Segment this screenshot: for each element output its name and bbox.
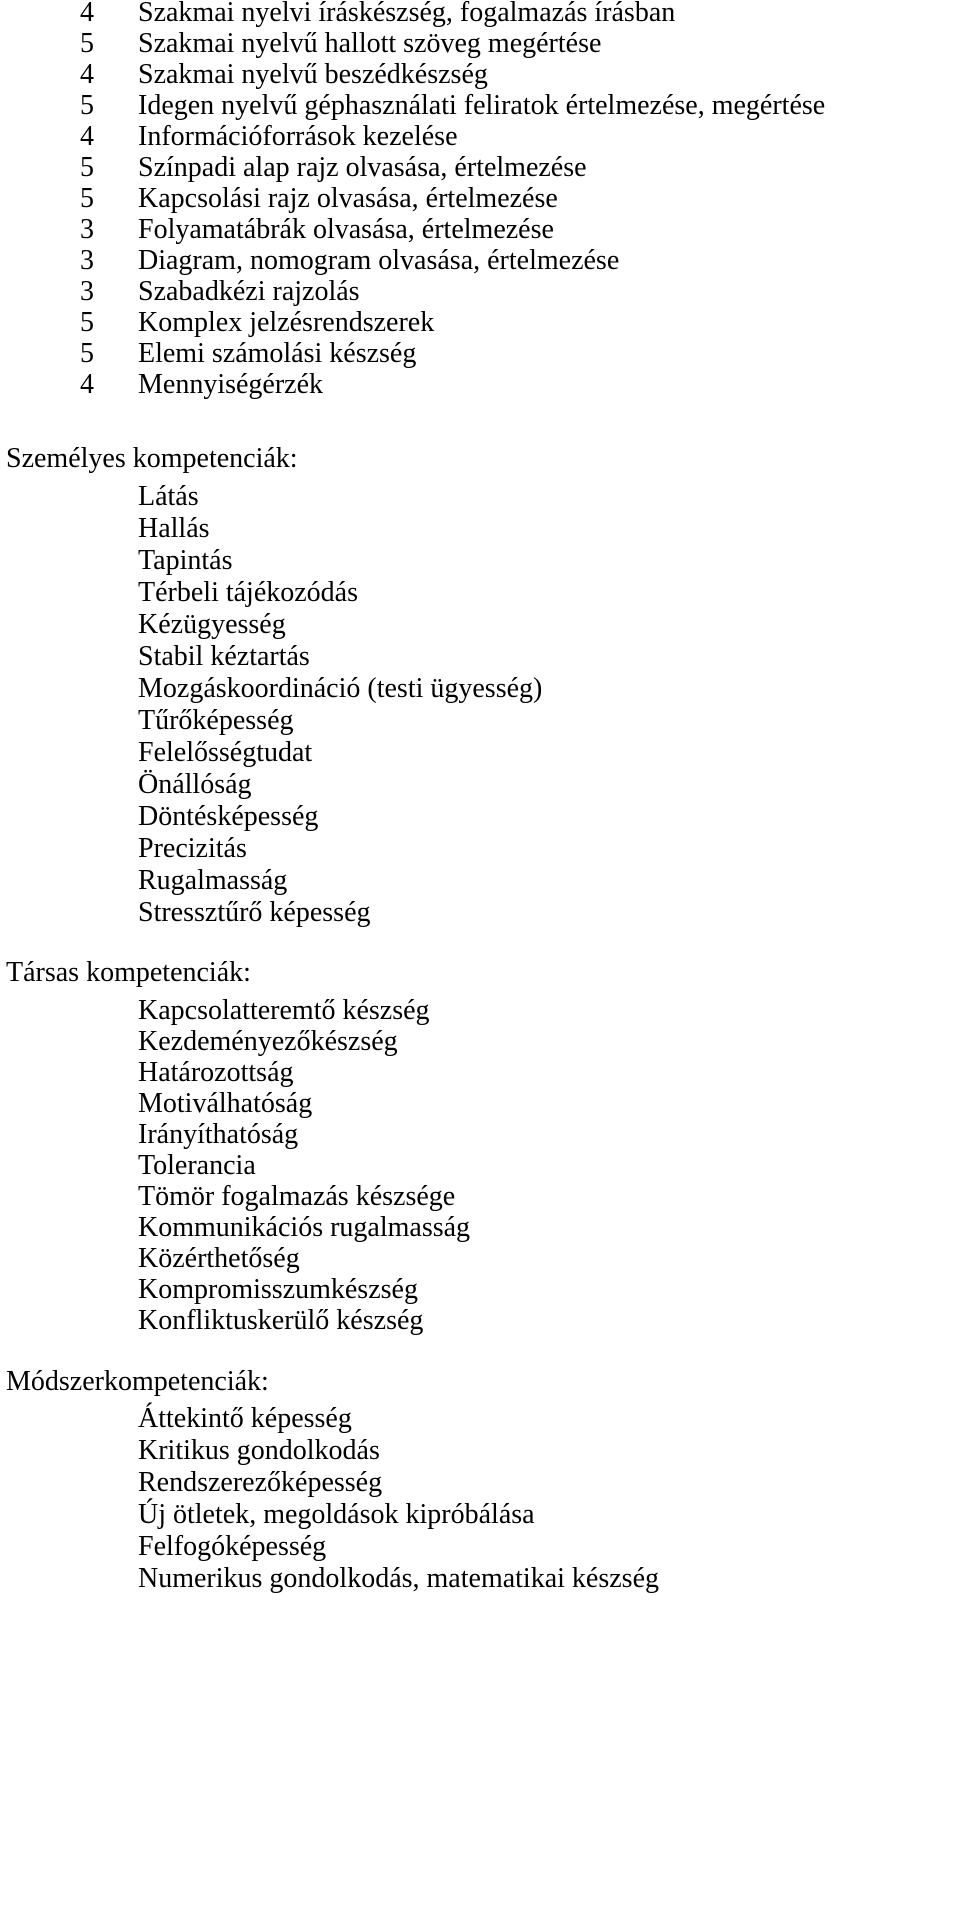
skill-label: Mennyiségérzék <box>138 369 324 400</box>
competency-item: Térbeli tájékozódás <box>138 577 359 608</box>
skill-label: Diagram, nomogram olvasása, értelmezése <box>138 245 620 276</box>
competency-item: Tolerancia <box>138 1150 256 1181</box>
skill-label: Szakmai nyelvű hallott szöveg megértése <box>138 28 602 59</box>
skill-score: 5 <box>80 338 94 369</box>
skill-label: Szakmai nyelvi íráskészség, fogalmazás írásban <box>138 0 676 28</box>
competency-item: Konfliktuskerülő készség <box>138 1305 424 1336</box>
competency-item: Hallás <box>138 513 210 544</box>
section-heading: Társas kompetenciák: <box>6 957 251 988</box>
skill-score: 5 <box>80 183 94 214</box>
skill-label: Szakmai nyelvű beszédkészség <box>138 59 488 90</box>
competency-item: Áttekintő képesség <box>138 1403 352 1434</box>
skill-score: 3 <box>80 214 94 245</box>
skill-label: Információforrások kezelése <box>138 121 458 152</box>
competency-item: Kézügyesség <box>138 609 286 640</box>
competency-item: Kapcsolatteremtő készség <box>138 995 430 1026</box>
competency-item: Tömör fogalmazás készsége <box>138 1181 456 1212</box>
competency-item: Stabil kéztartás <box>138 641 310 672</box>
competency-item: Numerikus gondolkodás, matematikai készség <box>138 1563 659 1594</box>
competency-item: Felfogóképesség <box>138 1531 327 1562</box>
skill-score: 4 <box>80 0 94 28</box>
skill-label: Színpadi alap rajz olvasása, értelmezése <box>138 152 587 183</box>
skill-score: 3 <box>80 245 94 276</box>
skill-score: 4 <box>80 369 94 400</box>
skill-score: 5 <box>80 307 94 338</box>
skill-label: Idegen nyelvű géphasználati feliratok értelmezése, megértése <box>138 90 826 121</box>
competency-item: Felelősségtudat <box>138 737 313 768</box>
competency-item: Mozgáskoordináció (testi ügyesség) <box>138 673 543 704</box>
skill-score: 5 <box>80 90 94 121</box>
skill-label: Elemi számolási készség <box>138 338 417 369</box>
competency-item: Látás <box>138 481 199 512</box>
competency-item: Határozottság <box>138 1057 294 1088</box>
skill-score: 3 <box>80 276 94 307</box>
competency-item: Stressztűrő képesség <box>138 897 371 928</box>
competency-item: Kritikus gondolkodás <box>138 1435 380 1466</box>
skill-label: Komplex jelzésrendszerek <box>138 307 435 338</box>
section-heading: Személyes kompetenciák: <box>6 443 298 474</box>
competency-item: Tűrőképesség <box>138 705 294 736</box>
competency-item: Irányíthatóság <box>138 1119 299 1150</box>
skill-label: Kapcsolási rajz olvasása, értelmezése <box>138 183 558 214</box>
skill-score: 4 <box>80 59 94 90</box>
competency-item: Döntésképesség <box>138 801 319 832</box>
competency-item: Precizitás <box>138 833 247 864</box>
competency-item: Közérthetőség <box>138 1243 300 1274</box>
competency-item: Rendszerezőképesség <box>138 1467 383 1498</box>
competency-item: Kezdeményezőkészség <box>138 1026 398 1057</box>
competency-item: Kompromisszumkészség <box>138 1274 418 1305</box>
skill-score: 5 <box>80 28 94 59</box>
competency-item: Rugalmasság <box>138 865 288 896</box>
competency-item: Tapintás <box>138 545 233 576</box>
competency-item: Új ötletek, megoldások kipróbálása <box>138 1499 535 1530</box>
competency-item: Önállóság <box>138 769 252 800</box>
section-heading: Módszerkompetenciák: <box>6 1366 269 1397</box>
competency-item: Motiválhatóság <box>138 1088 313 1119</box>
skill-label: Folyamatábrák olvasása, értelmezése <box>138 214 554 245</box>
skill-score: 4 <box>80 121 94 152</box>
skill-label: Szabadkézi rajzolás <box>138 276 360 307</box>
competency-item: Kommunikációs rugalmasság <box>138 1212 471 1243</box>
skill-score: 5 <box>80 152 94 183</box>
